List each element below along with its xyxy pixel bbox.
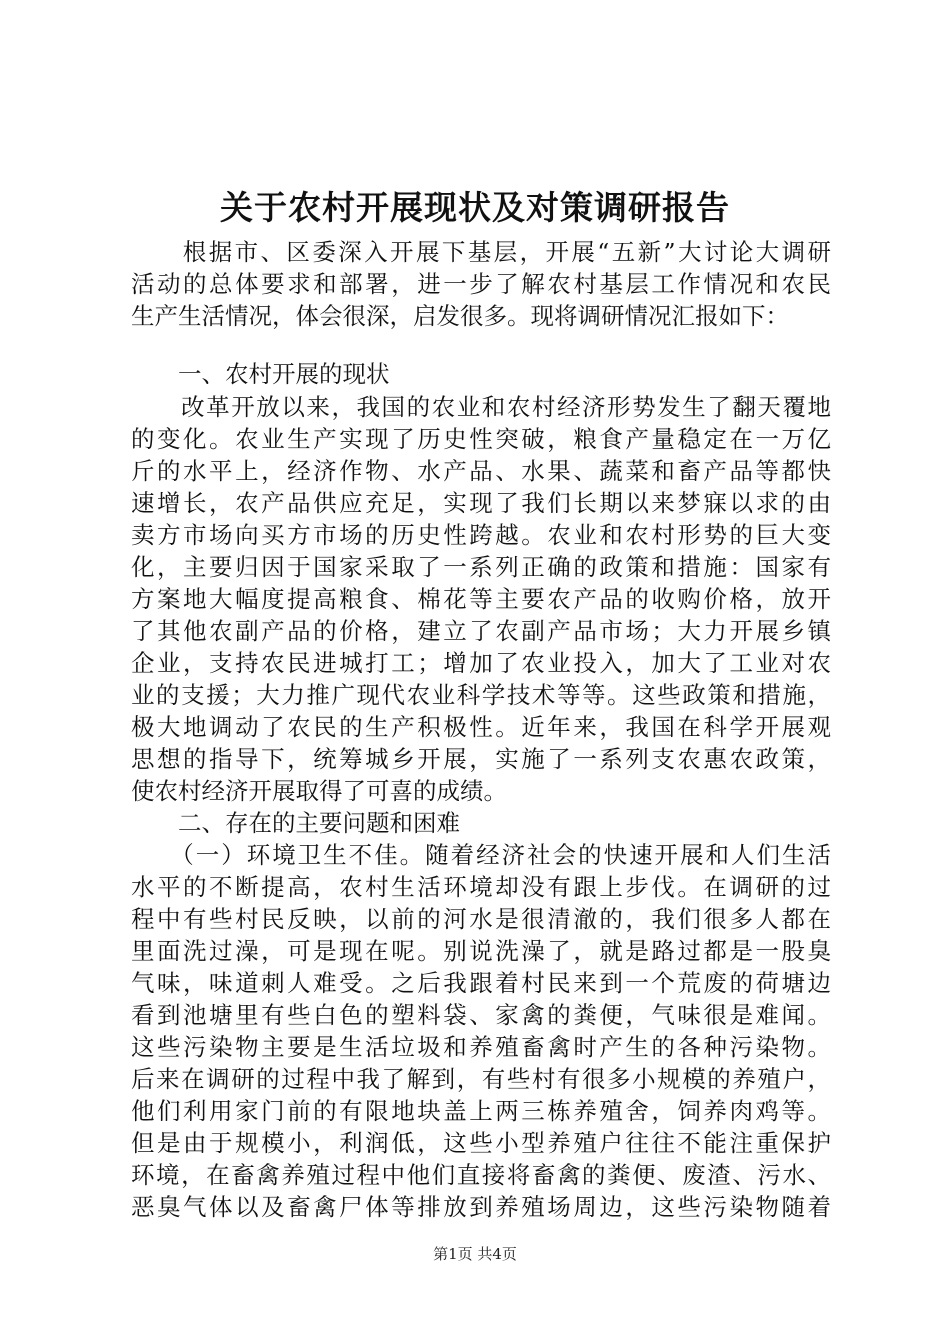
paragraph-line: 速增长，农产品供应充足，实现了我们长期以来梦寐以求的由 — [131, 489, 831, 517]
paragraph-line: 极大地调动了农民的生产积极性。近年来，我国在科学开展观 — [131, 713, 831, 741]
paragraph-line: 他们利用家门前的有限地块盖上两三栋养殖舍，饲养肉鸡等。 — [131, 1097, 831, 1125]
paragraph-line: 恶臭气体以及畜禽尸体等排放到养殖场周边，这些污染物随着 — [131, 1193, 831, 1221]
paragraph-line: 水平的不断提高，农村生活环境却没有跟上步伐。在调研的过 — [131, 873, 831, 901]
paragraph-line: （一）环境卫生不佳。随着经济社会的快速开展和人们生活 — [131, 841, 831, 869]
section-heading: 一、农村开展的现状 — [131, 360, 390, 388]
paragraph-line: 了其他农副产品的价格，建立了农副产品市场；大力开展乡镇 — [131, 617, 831, 645]
paragraph-line: 使农村经济开展取得了可喜的成绩。 — [131, 777, 507, 805]
paragraph-line: 业的支援；大力推广现代农业科学技术等等。这些政策和措施， — [131, 681, 831, 709]
paragraph-line: 化，主要归因于国家采取了一系列正确的政策和措施：国家有 — [131, 553, 831, 581]
paragraph-line: 这些污染物主要是生活垃圾和养殖畜禽时产生的各种污染物。 — [131, 1033, 831, 1061]
paragraph-line: 的变化。农业生产实现了历史性突破，粮食产量稳定在一万亿 — [131, 425, 831, 453]
paragraph-line: 活动的总体要求和部署，进一步了解农村基层工作情况和农民 — [131, 270, 831, 298]
paragraph-line: 卖方市场向买方市场的历史性跨越。农业和农村形势的巨大变 — [131, 521, 831, 549]
paragraph-line: 但是由于规模小，利润低，这些小型养殖户往往不能注重保护 — [131, 1129, 831, 1157]
paragraph-line: 斤的水平上，经济作物、水产品、水果、蔬菜和畜产品等都快 — [131, 457, 831, 485]
paragraph-line: 根据市、区委深入开展下基层，开展“五新”大讨论大调研 — [131, 238, 831, 266]
paragraph-line: 企业，支持农民进城打工；增加了农业投入，加大了工业对农 — [131, 649, 831, 677]
paragraph-line: 改革开放以来，我国的农业和农村经济形势发生了翻天覆地 — [131, 393, 831, 421]
paragraph-line: 看到池塘里有些白色的塑料袋、家禽的粪便，气味很是难闻。 — [131, 1001, 831, 1029]
paragraph-line: 思想的指导下，统筹城乡开展，实施了一系列支农惠农政策， — [131, 745, 831, 773]
section-heading: 二、存在的主要问题和困难 — [131, 809, 460, 837]
paragraph-line: 生产生活情况，体会很深，启发很多。现将调研情况汇报如下： — [131, 302, 789, 330]
page-footer: 第1页 共4页 — [433, 1245, 517, 1263]
paragraph-line: 程中有些村民反映，以前的河水是很清澈的，我们很多人都在 — [131, 905, 831, 933]
paragraph-line: 里面洗过澡，可是现在呢。别说洗澡了，就是路过都是一股臭 — [131, 937, 831, 965]
document-title: 关于农村开展现状及对策调研报告 — [220, 188, 730, 227]
paragraph-line: 后来在调研的过程中我了解到，有些村有很多小规模的养殖户， — [131, 1065, 831, 1093]
paragraph-line: 方案地大幅度提高粮食、棉花等主要农产品的收购价格，放开 — [131, 585, 831, 613]
paragraph-line: 环境，在畜禽养殖过程中他们直接将畜禽的粪便、废渣、污水、 — [131, 1161, 831, 1189]
paragraph-line: 气味，味道刺人难受。之后我跟着村民来到一个荒废的荷塘边 — [131, 969, 831, 997]
